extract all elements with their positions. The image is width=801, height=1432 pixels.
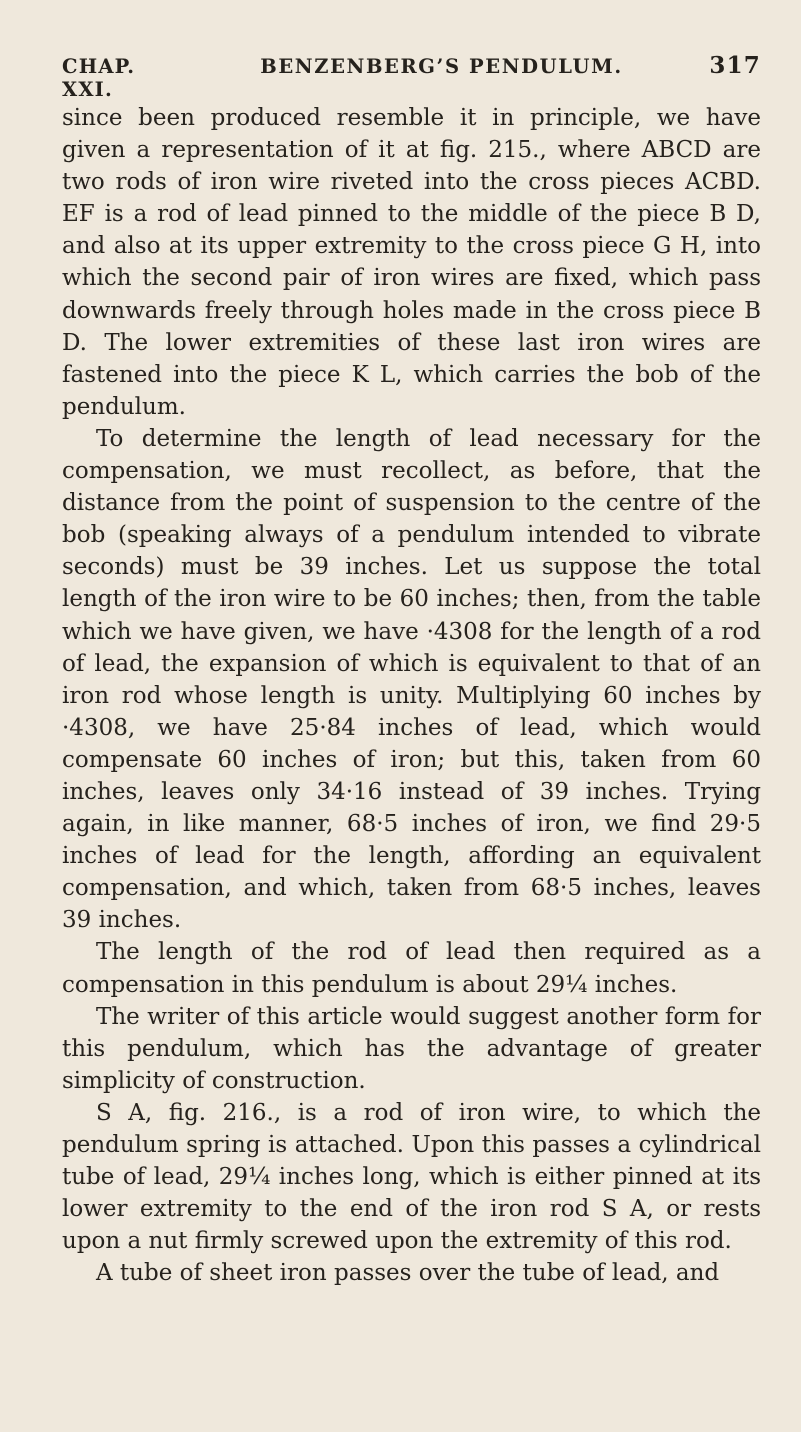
page-number: 317 [709,52,761,79]
running-title: BENZENBERG’S PENDULUM. [260,55,623,78]
paragraph-continuation: since been produced resemble it in principle, we have given a representation of it at fig. 215., where ABCD are two rods of iron wire riveted into the cross pieces ACBD. EF is a rod of lead pinned to the middle of the piece B D, and also at its upper extremity to the cross piece G H, into which the second pair of iron wires are fixed, which pass downwards freely through holes made in the cross piece B D. The lower extremities of these last iron wires are fastened into the piece K L, which carries the bob of the pendulum. [62,105,761,420]
running-head [62,52,761,101]
paragraph-another-form: The writer of this article would suggest another form for this pendulum, which has the advantage of greater simplicity of construction. [62,1003,761,1094]
paragraph-sheet-iron-tube: A tube of sheet iron passes over the tube of lead, and [96,1260,720,1287]
chapter-label: CHAP. XXI. [62,55,136,101]
paragraph-fig-216: S A, fig. 216., is a rod of iron wire, to which the pendulum spring is attached. Upon this passes a cylindrical tube of lead, 29¼ inches long, which is either pinned at its lower extremity to the end of the iron rod S A, or rests upon a nut firmly screwed upon the extremity of this rod. [62,1099,761,1255]
paragraph-compensation-calculation: To determine the length of lead necessary for the compensation, we must recollect, as before, that the distance from the point of suspension to the centre of the bob (speaking always of a pendulum intended to vibrate seconds) must be 39 inches. Let us suppose the total length of the iron wire to be 60 inches; then, from the table which we have given, we have ·4308 for the length of a rod of lead, the expansion of which is equivalent to that of an iron rod whose length is unity. Multiplying 60 inches by ·4308, we have 25·84 inches of lead, which would compensate 60 inches of iron; but this, taken from 60 inches, leaves only 34·16 instead of 39 inches. Trying again, in like manner, 68·5 inches of iron, we find 29·5 inches of lead for the length, affording an equivalent compensation, and which, taken from 68·5 inches, leaves 39 inches. [62,425,761,934]
paragraph-lead-length: The length of the rod of lead then required as a compensation in this pendulum is about 29¼ inches. [62,939,761,998]
body-text [62,102,761,1289]
